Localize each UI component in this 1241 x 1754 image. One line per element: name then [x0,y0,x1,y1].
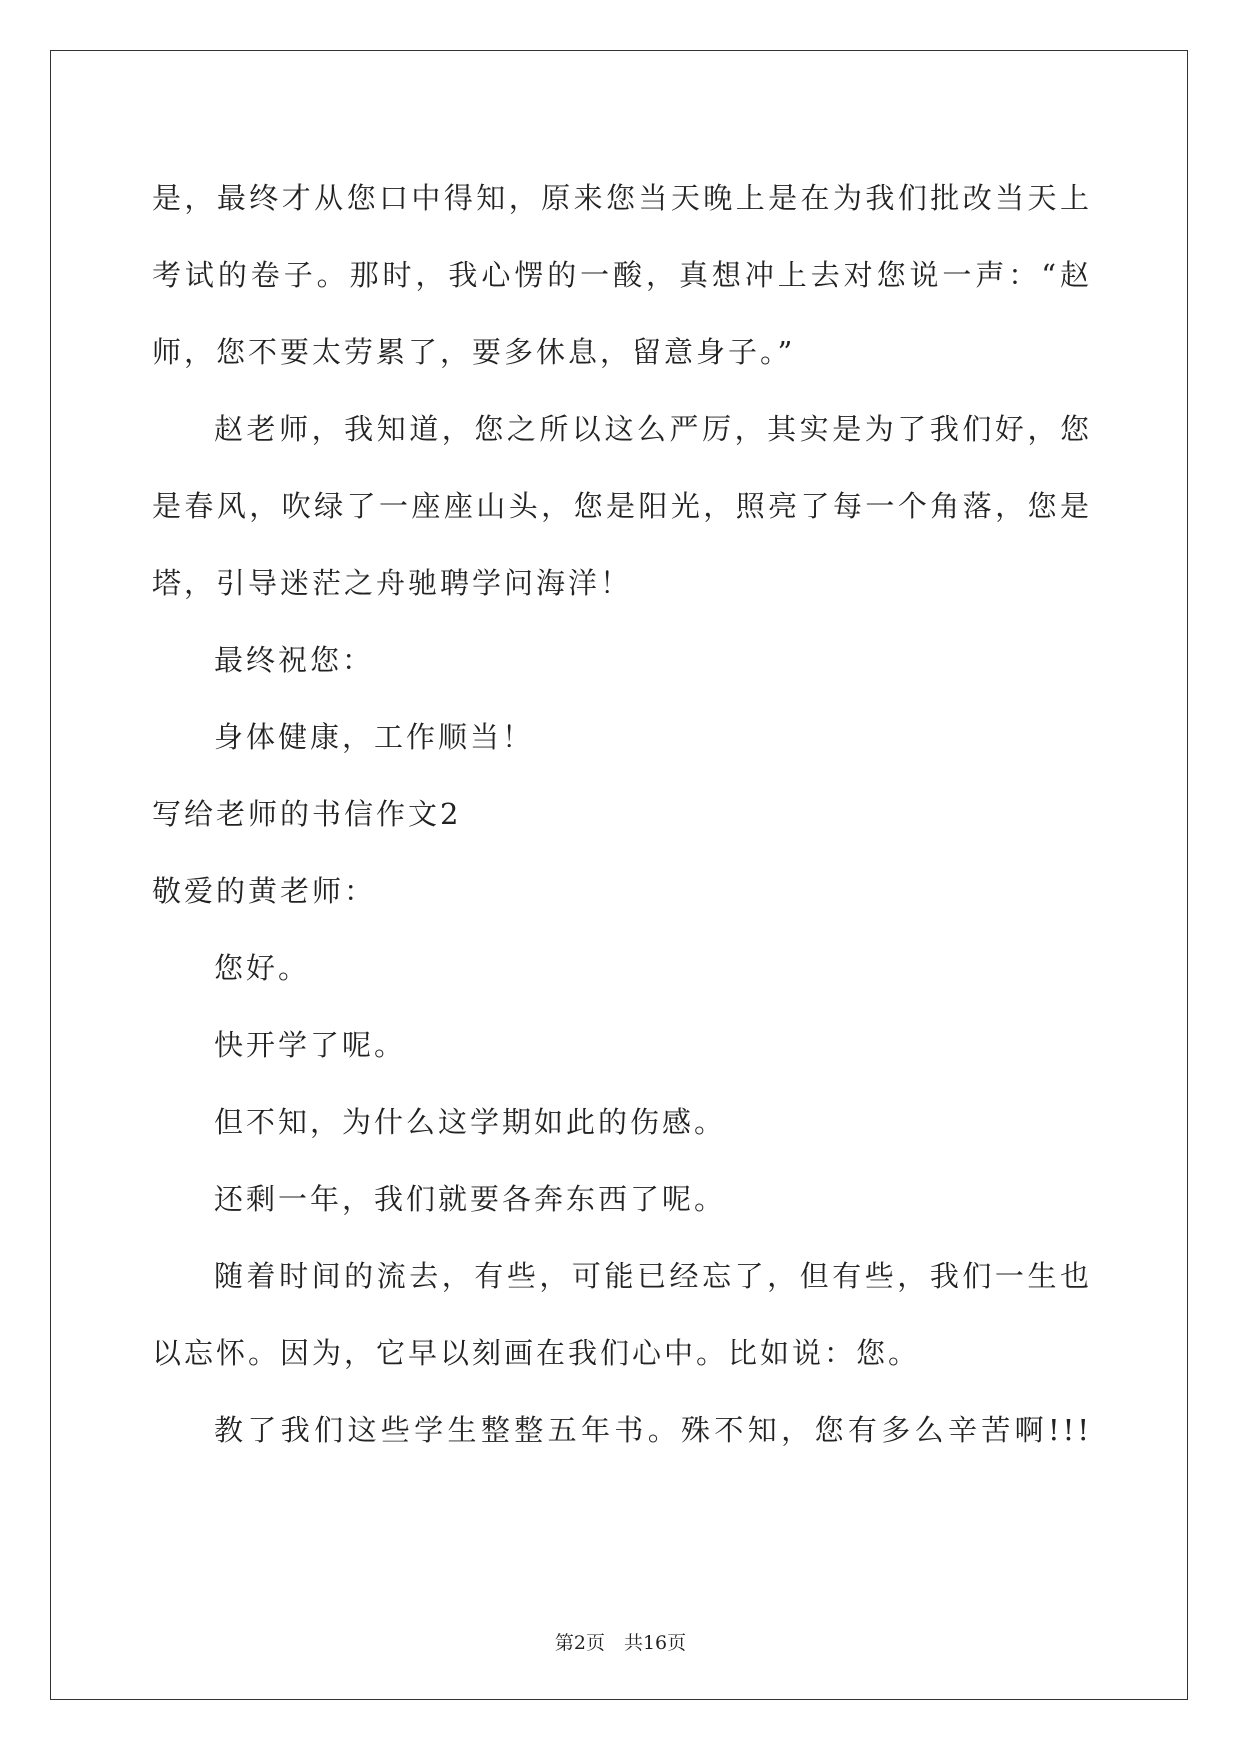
page-number-footer: 第2页 共16页 [554,1632,687,1654]
text-line: 赵老师，我知道，您之所以这么严厉，其实是为了我们好，您 [214,412,1092,446]
text-line: 但不知，为什么这学期如此的伤感。 [214,1105,727,1139]
text-line: 是，最终才从您口中得知，原来您当天晚上是在为我们批改当天上 [152,181,1092,215]
salutation: 敬爱的黄老师： [152,874,377,908]
text-line: 随着时间的流去，有些，可能已经忘了，但有些，我们一生也 [214,1259,1092,1293]
text-line: 以忘怀。因为，它早以刻画在我们心中。比如说：您。 [152,1336,921,1370]
text-line: 身体健康，工作顺当！ [214,720,535,754]
text-line: 教了我们这些学生整整五年书。殊不知，您有多么辛苦啊!!! [214,1413,1092,1447]
text-line: 快开学了呢。 [214,1028,407,1062]
text-line: 师，您不要太劳累了，要多休息，留意身子。” [152,335,796,369]
document-body [152,160,1092,1469]
text-line: 考试的卷子。那时，我心愣的一酸，真想冲上去对您说一声：“赵 [152,258,1092,292]
text-line: 还剩一年，我们就要各奔东西了呢。 [214,1182,727,1216]
text-line: 是春风，吹绿了一座座山头，您是阳光，照亮了每一个角落，您是 [152,489,1092,523]
text-line: 塔，引导迷茫之舟驰聘学问海洋！ [152,566,633,600]
section-heading: 写给老师的书信作文2 [152,797,462,831]
text-line: 最终祝您： [214,643,375,677]
text-line: 您好。 [214,951,311,985]
